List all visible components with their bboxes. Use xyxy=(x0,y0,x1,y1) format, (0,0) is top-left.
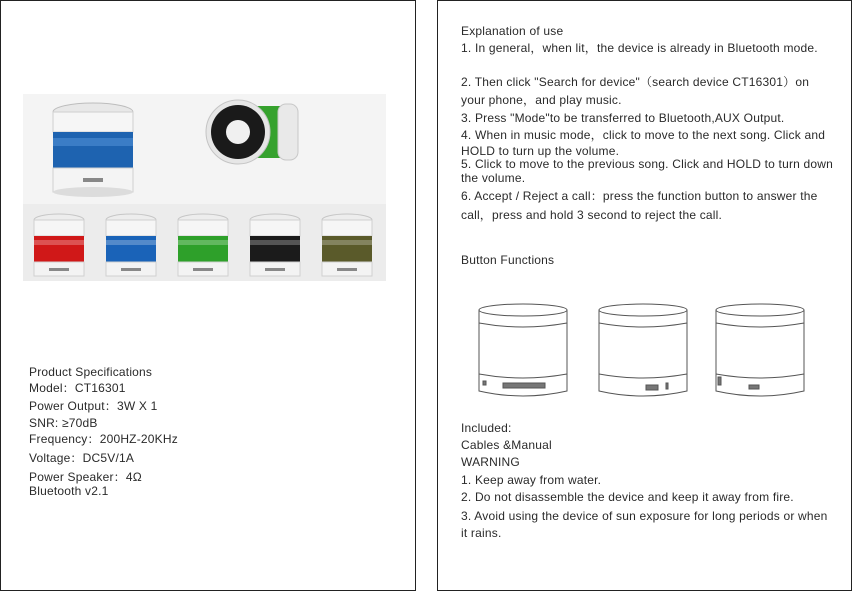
variant-speaker-5 xyxy=(322,214,372,276)
warning-2: 2. Do not disassemble the device and keep it away from fire. xyxy=(461,490,794,504)
right-page xyxy=(437,0,852,591)
included-title: Included: xyxy=(461,421,512,435)
button-diagrams xyxy=(478,301,808,406)
spec-model: Model：CT16301 xyxy=(29,381,126,395)
included-items: Cables &Manual xyxy=(461,438,552,452)
usage-step-1: 1. In general，when lit，the device is already in Bluetooth mode. xyxy=(461,41,818,55)
spec-bluetooth: Bluetooth v2.1 xyxy=(29,484,109,498)
specs-title: Product Specifications xyxy=(29,365,153,379)
variant-speaker-4 xyxy=(250,214,300,276)
green-speaker-image xyxy=(206,100,298,164)
color-variants-photo xyxy=(23,204,386,281)
blue-speaker-image xyxy=(53,103,133,197)
variant-speaker-3 xyxy=(178,214,228,276)
spec-frequency: Frequency：200HZ-20KHz xyxy=(29,432,178,446)
spec-snr: SNR: ≥70dB xyxy=(29,416,98,430)
spec-power-speaker: Power Speaker：4Ω xyxy=(29,470,142,484)
warning-1: 1. Keep away from water. xyxy=(461,473,602,487)
spec-voltage: Voltage：DC5V/1A xyxy=(29,451,135,465)
usage-step-3: 3. Press "Mode"to be transferred to Bluetooth,AUX Output. xyxy=(461,111,785,125)
left-page xyxy=(0,0,416,591)
usage-step-5: 5. Click to move to the previous song. Click and HOLD to turn down the volume. xyxy=(461,157,834,185)
speaker-diagram-right xyxy=(716,304,804,396)
buttons-title: Button Functions xyxy=(461,253,555,267)
product-photo-main xyxy=(23,94,386,204)
usage-step-6: 6. Accept / Reject a call：press the function button to answer the call，press and hold 3 second to reject the call. xyxy=(461,189,818,222)
speaker-diagram-middle xyxy=(599,304,687,396)
variant-speaker-1 xyxy=(34,214,84,276)
usage-title: Explanation of use xyxy=(461,24,564,38)
spec-power-output: Power Output：3W X 1 xyxy=(29,399,158,413)
usage-step-2: 2. Then click "Search for device"（search device CT16301）on your phone，and play music. xyxy=(461,75,810,107)
warning-3: 3. Avoid using the device of sun exposure for long periods or when it rains. xyxy=(461,509,828,540)
variant-speaker-2 xyxy=(106,214,156,276)
usage-step-4: 4. When in music mode，click to move to the next song. Click and HOLD to turn up the volume. xyxy=(461,128,826,158)
warning-title: WARNING xyxy=(461,455,520,469)
speaker-diagram-left xyxy=(479,304,567,396)
